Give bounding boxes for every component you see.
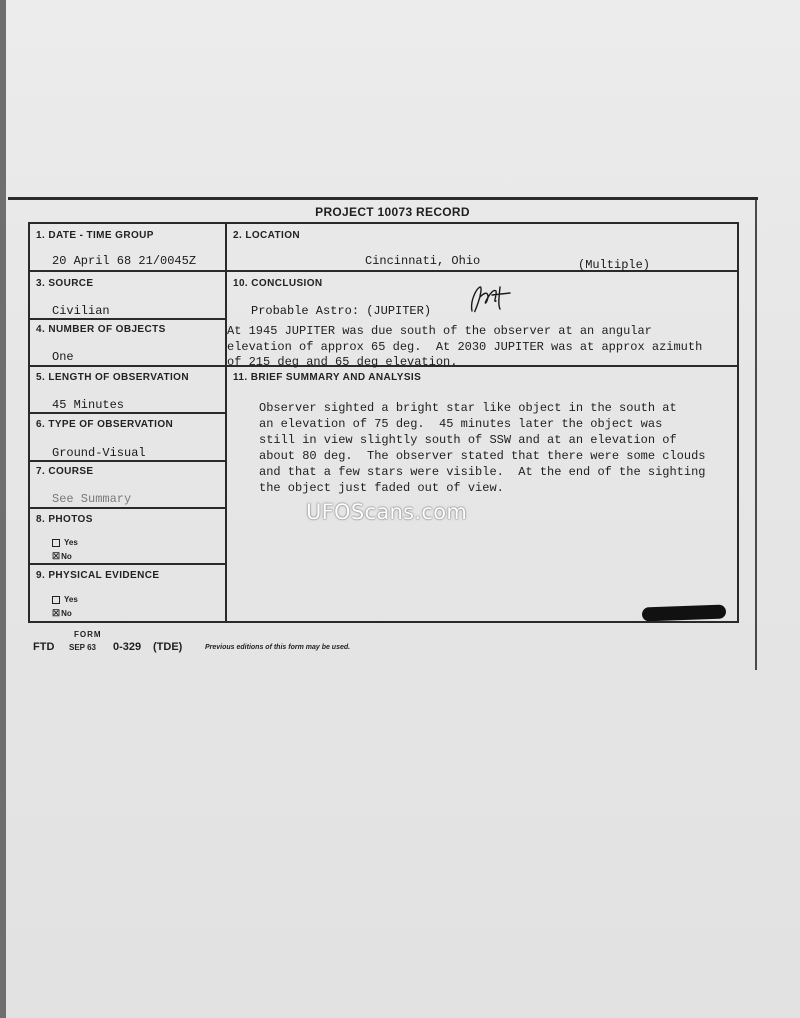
- photos-no-label: No: [61, 552, 72, 561]
- type-label: 6. TYPE OF OBSERVATION: [36, 419, 174, 430]
- photos-no: [52, 551, 72, 562]
- summary-label: 11. BRIEF SUMMARY AND ANALYSIS: [233, 372, 422, 383]
- course-value: See Summary: [52, 492, 132, 506]
- evidence-yes-label: Yes: [64, 595, 78, 604]
- summary-text: Observer sighted a bright star like object in the south at an elevation of 75 deg. 45 minutes later the object was still in view slightly south of SSW and at an elevation of about 80 deg. The observer stated that there were some clouds and that a few stars were visible. At the end of the sighting the object just faded out of view.: [259, 401, 706, 495]
- location-note: (Multiple): [578, 258, 651, 272]
- row-divider: [30, 460, 225, 462]
- evidence-no-label: No: [61, 609, 72, 618]
- struck-box-icon: ☒: [52, 608, 61, 618]
- footer-date: SEP 63: [69, 643, 96, 652]
- form-title: PROJECT 10073 RECORD: [315, 205, 470, 219]
- handwritten-initials: [466, 283, 526, 317]
- struck-box-icon: ☒: [52, 551, 61, 561]
- length-label: 5. LENGTH OF OBSERVATION: [36, 372, 189, 383]
- photos-yes: [52, 538, 78, 547]
- footer-form-word: FORM: [74, 630, 102, 639]
- evidence-yes: [52, 595, 78, 604]
- source-label: 3. SOURCE: [36, 278, 94, 289]
- scan-edge: [0, 0, 6, 1018]
- conclusion-label: 10. CONCLUSION: [233, 278, 323, 289]
- date-value: 20 April 68 21/0045Z: [52, 254, 197, 268]
- footer-previous-editions: Previous editions of this form may be used.: [205, 644, 351, 651]
- checkbox-icon: [52, 596, 60, 604]
- record-form: [28, 222, 739, 623]
- evidence-no: [52, 608, 72, 619]
- location-value: Cincinnati, Ohio: [365, 254, 481, 268]
- redaction-mark: [642, 605, 726, 622]
- length-value: 45 Minutes: [52, 398, 125, 412]
- row-divider: [30, 412, 225, 414]
- watermark: UFOScans.com: [306, 500, 468, 524]
- objects-label: 4. NUMBER OF OBJECTS: [36, 324, 166, 335]
- course-label: 7. COURSE: [36, 466, 94, 477]
- row-divider: [30, 507, 225, 509]
- footer-form-number: 0-329: [113, 641, 142, 653]
- evidence-label: 9. PHYSICAL EVIDENCE: [36, 570, 160, 581]
- footer-prefix: FTD: [33, 641, 55, 653]
- checkbox-icon: [52, 539, 60, 547]
- conclusion-text: At 1945 JUPITER was due south of the observer at an angular elevation of approx 65 deg. At 2030 JUPITER was at approx azimuth of 215 deg and 65 deg elevation.: [227, 324, 703, 369]
- column-divider: [225, 224, 227, 621]
- footer-suffix: (TDE): [153, 641, 183, 653]
- source-value: Civilian: [52, 304, 110, 318]
- objects-value: One: [52, 350, 74, 364]
- row-divider: [30, 318, 225, 320]
- location-label: 2. LOCATION: [233, 230, 300, 241]
- row-divider: [30, 563, 225, 565]
- conclusion-probable: Probable Astro: (JUPITER): [251, 304, 432, 318]
- date-label: 1. DATE - TIME GROUP: [36, 230, 154, 241]
- top-rule: [8, 197, 758, 200]
- photos-yes-label: Yes: [64, 538, 78, 547]
- photos-label: 8. PHOTOS: [36, 514, 93, 525]
- type-value: Ground-Visual: [52, 446, 146, 460]
